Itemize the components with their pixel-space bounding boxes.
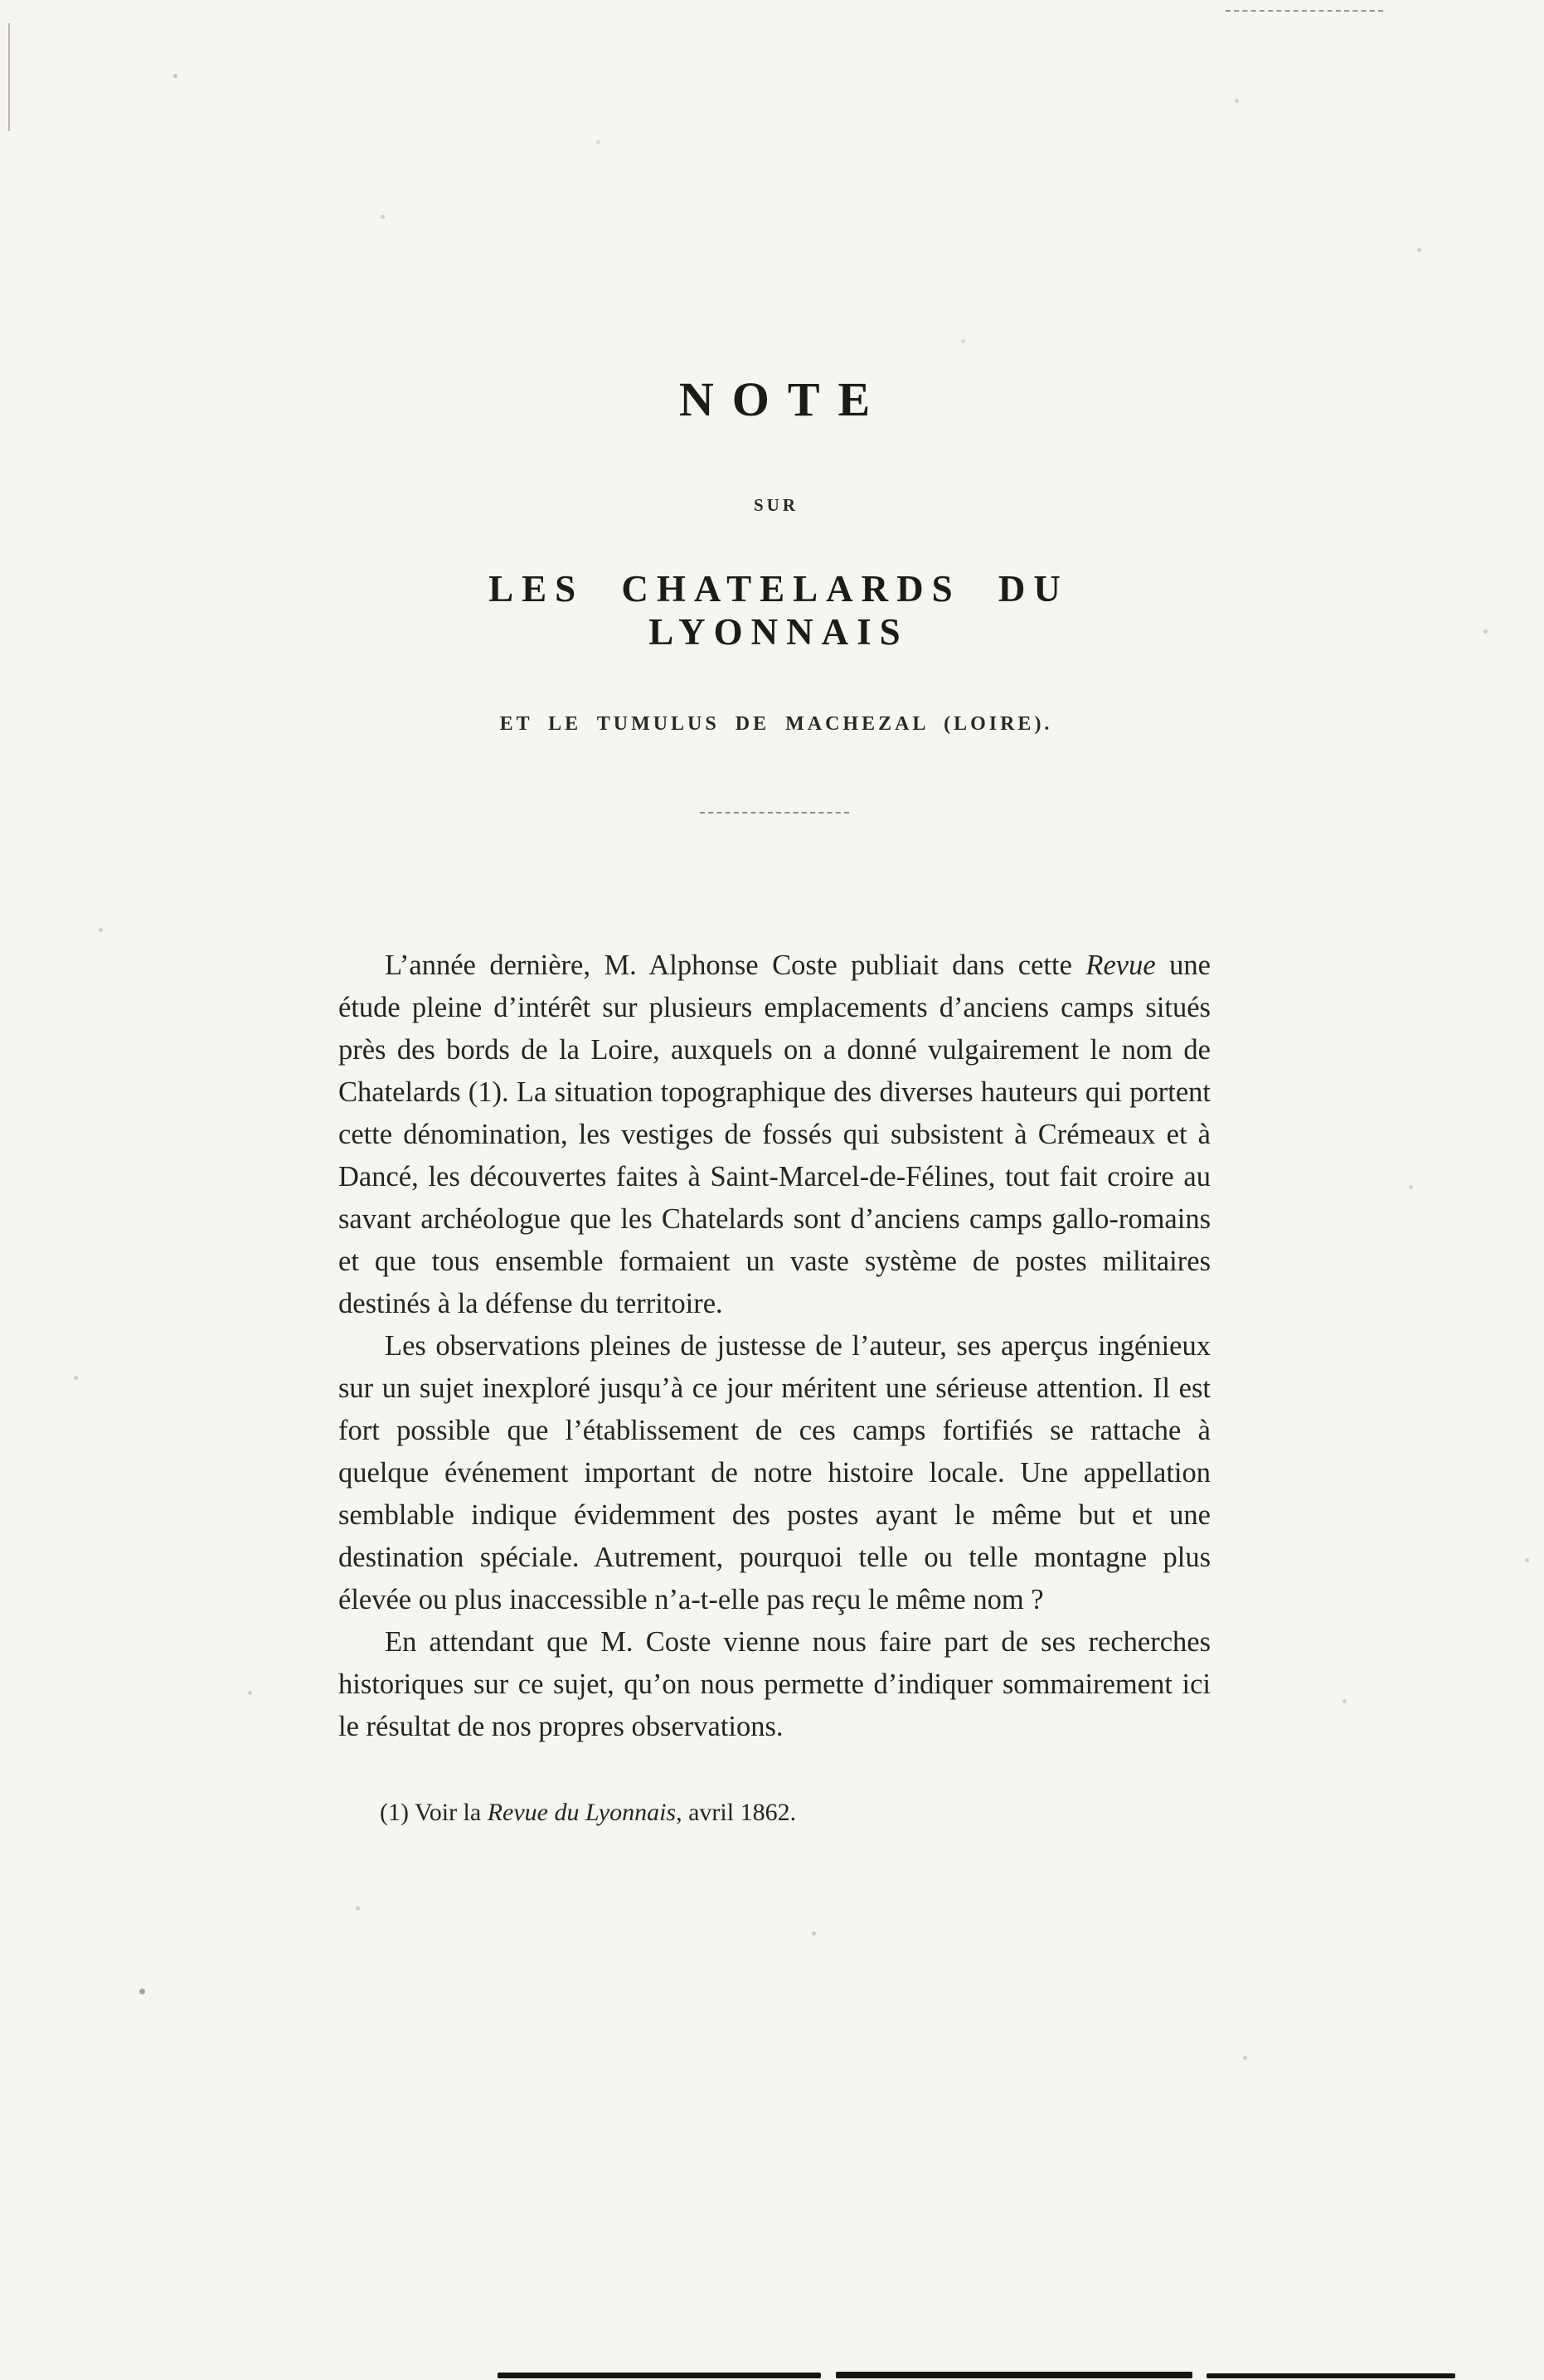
scan-speckles (0, 0, 2, 2)
title-block (338, 0, 1211, 814)
scan-artifact-top-right (1226, 10, 1383, 12)
scan-artifact-bottom (836, 2372, 1192, 2378)
subtitle: ET LE TUMULUS DE MACHEZAL (LOIRE). (499, 713, 1053, 735)
text-column (338, 0, 1211, 1831)
scan-artifact-bottom (498, 2373, 821, 2378)
paragraph: Les observations pleines de justesse de l’auteur, ses aperçus ingénieux sur un sujet inexploré jusqu’à ce jour méritent une sérieuse attention. Il est fort possible que l’établissement de ces camps fortifiés se rattache à quelque événement important de notre histoire locale. Une appellation semblable indique évidemment des postes ayant le même but et une destination spéciale. Autrement, pourquoi telle ou telle montagne plus élevée ou plus inaccessible n’a-t-elle pas reçu le même nom ? (338, 1330, 1211, 1615)
main-title: LES CHATELARDS DU LYONNAIS (488, 568, 1069, 653)
footnote: (1) Voir la Revue du Lyonnais, avril 1862. (380, 1799, 797, 1826)
paragraph: En attendant que M. Coste vienne nous faire part de ses recherches historiques sur ce sujet, qu’on nous permette d’indiquer sommairement ici le résultat de nos propres observations. (338, 1626, 1211, 1742)
paragraph: L’année dernière, M. Alphonse Coste publiait dans cette Revue une étude pleine d’intérêt sur plusieurs emplacements d’anciens camps situés près des bords de la Loire, auxquels on a donné vulgairement le nom de Chatelards (1). La situation topographique des diverses hauteurs qui portent cette dénomination, les vestiges de fossés qui subsistent à Crémeaux et à Dancé, les découvertes faites à Saint-Marcel-de-Félines, tout fait croire au savant archéologue que les Chatelards sont d’anciens camps gallo-romains et que tous ensemble formaient un vaste système de postes militaires destinés à la défense du territoire. (338, 950, 1211, 1319)
article-body (338, 945, 1211, 1748)
title-divider (700, 812, 849, 814)
section-word: SUR (753, 495, 799, 515)
page-kicker: NOTE (678, 372, 889, 426)
scan-artifact-left-edge (8, 23, 10, 131)
scan-artifact-bottom (1207, 2373, 1455, 2378)
